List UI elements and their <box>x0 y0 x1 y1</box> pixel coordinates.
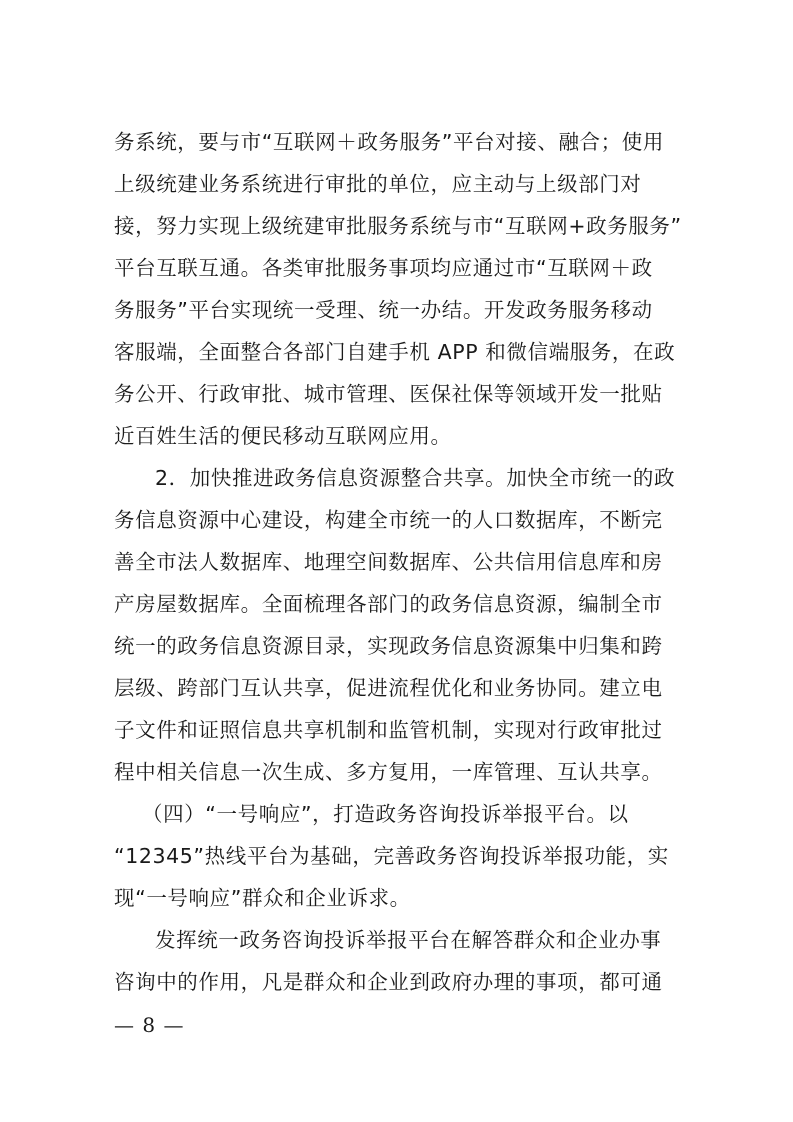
text-line: 善全市法人数据库、地理空间数据库、公共信用信息库和房 <box>114 550 663 574</box>
text-line: （四）“一号响应”，打造政务咨询投诉举报平台。以 <box>142 802 629 826</box>
text-line: 现“一号响应”群众和企业诉求。 <box>114 886 411 910</box>
text-line: 程中相关信息一次生成、多方复用，一库管理、互认共享。 <box>114 760 663 784</box>
text-line: 统一的政务信息资源目录，实现政务信息资源集中归集和跨 <box>114 634 663 658</box>
page-number: — 8 — <box>114 1013 185 1037</box>
text-line: 务信息资源中心建设，构建全市统一的人口数据库，不断完 <box>114 508 663 532</box>
text-line: 咨询中的作用，凡是群众和企业到政府办理的事项，都可通 <box>114 970 663 994</box>
text-line: 层级、跨部门互认共享，促进流程优化和业务协同。建立电 <box>114 676 663 700</box>
text-line: 近百姓生活的便民移动互联网应用。 <box>114 424 452 448</box>
text-line: 产房屋数据库。全面梳理各部门的政务信息资源，编制全市 <box>114 592 663 616</box>
text-line: 发挥统一政务咨询投诉举报平台在解答群众和企业办事 <box>155 928 662 952</box>
text-line: 2．加快推进政务信息资源整合共享。加快全市统一的政 <box>155 466 676 490</box>
text-line: 接，努力实现上级统建审批服务系统与市“互联网+政务服务” <box>114 214 682 238</box>
text-line: 客服端，全面整合各部门自建手机 APP 和微信端服务，在政 <box>114 340 676 364</box>
text-line: 务公开、行政审批、城市管理、医保社保等领域开发一批贴 <box>114 382 663 406</box>
text-line: 子文件和证照信息共享机制和监管机制，实现对行政审批过 <box>114 718 663 742</box>
text-line: 务服务”平台实现统一受理、统一办结。开发政务服务移动 <box>114 298 653 322</box>
text-line: “12345”热线平台为基础，完善政务咨询投诉举报功能，实 <box>114 844 669 868</box>
text-line: 上级统建业务系统进行审批的单位，应主动与上级部门对 <box>114 172 642 196</box>
text-line: 务系统，要与市“互联网＋政务服务”平台对接、融合；使用 <box>114 130 664 154</box>
text-line: 平台互联互通。各类审批服务事项均应通过市“互联网＋政 <box>114 256 653 280</box>
